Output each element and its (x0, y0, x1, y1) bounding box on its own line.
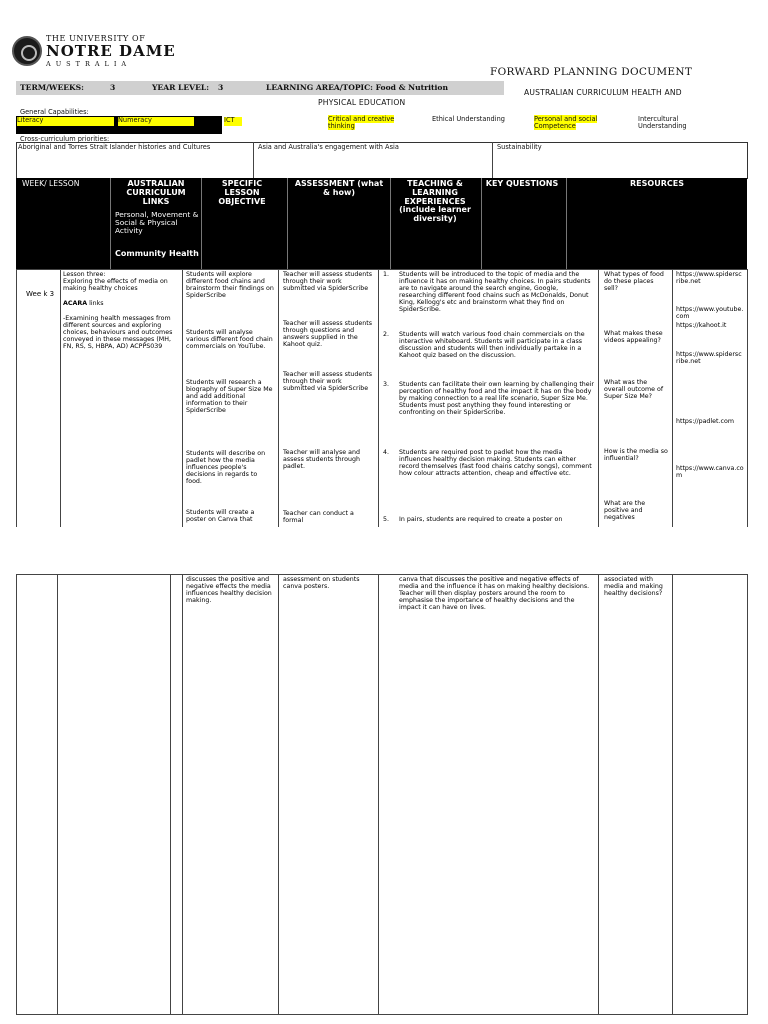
teaching-step-5 (383, 516, 595, 523)
row1-objective-4: Students will describe on padlet how the media influences people's decisions in regards to food. (186, 450, 266, 486)
capability-ict: ICT (224, 117, 242, 126)
row1-v5 (598, 269, 599, 527)
row2-assessment: assessment on students canva posters. (283, 576, 360, 591)
row1-v2 (182, 269, 183, 527)
resource-link-spiderscribe-2[interactable]: https://www.spiderscribe.net (676, 351, 742, 366)
row2-objective: discusses the positive and negative effects the media influences healthy decision making. (186, 576, 272, 605)
row1-acara-heading (63, 300, 175, 307)
teaching-step-4-number: 4. (383, 449, 390, 456)
cc-aboriginal: Aboriginal and Torres Strait Islander histories and Cultures (18, 143, 211, 151)
logo-line-1: THE UNIVERSITY OF (46, 34, 146, 43)
row1-question-1: What types of food do these places sell? (604, 271, 664, 293)
term-value: 3 (110, 83, 116, 92)
teaching-step-3-number: 3. (383, 381, 390, 388)
teaching-step-1-number: 1. (383, 271, 390, 278)
university-seal-logo (12, 36, 42, 66)
row1-teaching-cell (383, 271, 595, 523)
resource-link-kahoot[interactable]: https://kahoot.it (676, 322, 727, 329)
col-ac-sub1: Personal, Movement & Social & Physical Activity (115, 210, 199, 236)
capability-numeracy: Numeracy (118, 117, 194, 126)
row1-question-3: What was the overall outcome of Super Size Me? (604, 379, 664, 401)
capability-personal-social: Personal and social Competence (534, 115, 598, 130)
row1-v6 (672, 269, 673, 527)
row2-top-border (16, 574, 748, 575)
row1-objective-3: Students will research a biography of Super Size Me and add additional information to their SpiderScribe (186, 379, 273, 415)
row1-objectives-cell (186, 271, 274, 523)
teaching-step-4 (383, 449, 595, 516)
row2-v4 (278, 574, 279, 1015)
row1-v0 (16, 269, 17, 527)
year-value: 3 (218, 83, 224, 92)
row1-resources-cell (676, 271, 744, 479)
row1-acara-tail: links (87, 300, 104, 308)
row2-v1 (57, 574, 58, 1015)
curriculum-title-line1: AUSTRALIAN CURRICULUM HEALTH AND (524, 88, 682, 97)
hdr-sep-6 (566, 178, 567, 270)
hdr-sep-3 (287, 178, 288, 270)
general-capabilities-label: General Capabilities: (20, 108, 89, 116)
teaching-step-2-number: 2. (383, 331, 390, 338)
row1-question-5: What are the positive and negatives (604, 500, 646, 522)
col-objective: SPECIFIC LESSON OBJECTIVE (218, 179, 266, 206)
row1-questions-cell (604, 271, 668, 521)
col-key-questions: KEY QUESTIONS (485, 179, 559, 188)
row1-v7 (747, 269, 748, 527)
cc-sustainability: Sustainability (497, 143, 542, 151)
logo-line-3: AUSTRALIA (46, 60, 132, 68)
row1-v4 (378, 269, 379, 527)
row1-assessment-1: Teacher will assess students through their work submitted via SpiderScribe (283, 271, 373, 293)
row2-v5 (378, 574, 379, 1015)
row1-assessment-2: Teacher will assess students through questions and answers supplied in the Kahoot quiz. (283, 320, 373, 349)
cc-divider-2 (492, 142, 493, 179)
capability-ethical: Ethical Understanding (432, 115, 505, 123)
teaching-step-2-text: Students will watch various food chain commercials on the interactive whiteboard. Students will participate in a class discussion and students will then individually partake in a Kahoot quiz based on the discussion. (399, 331, 585, 360)
cc-divider-1 (253, 142, 254, 179)
row1-objective-1: Students will explore different food chains and brainstorm their findings on SpiderScribe (186, 271, 274, 300)
document-title: FORWARD PLANNING DOCUMENT (490, 66, 693, 78)
hdr-sep-1 (110, 178, 111, 270)
resource-link-canva[interactable]: https://www.canva.com (676, 465, 744, 480)
row1-v1 (60, 269, 61, 527)
learning-area-topic: LEARNING AREA/TOPIC: Food & Nutrition (266, 83, 448, 92)
row1-assessment-4: Teacher will analyse and assess students through padlet. (283, 449, 361, 471)
row2-teaching: canva that discusses the positive and negative effects of media and the influence it has on making healthy decisions. Teacher will then display posters around the room to emphasise the importance of healthy decisions and the impact it can have on lives. (399, 576, 590, 612)
capability-literacy: Literacy (17, 117, 114, 126)
row1-lesson-title: Exploring the effects of media on making healthy choices (63, 278, 168, 293)
col-ac-sub2: Community Health (115, 249, 199, 258)
row2-v3 (182, 574, 183, 1015)
col-week-lesson: WEEK/ LESSON (22, 179, 80, 188)
row2-v2 (170, 574, 171, 1015)
teaching-step-1-text: Students will be introduced to the topic of media and the influence it has on making healthy choices. In pairs students are to navigate around the search engine, Google, researching different food chains such as McDonalds, Donut King, Kellogg's etc and brainstorm what they find on SpiderScribe. (399, 271, 591, 314)
row1-acara-text: -Examining health messages from different sources and exploring choices, behaviours and outcomes conveyed in these messages (MH, FN, RS, S, HBPA, AD) ACPPS039 (63, 315, 173, 351)
teaching-step-4-text: Students are required post to padlet how the media influences healthy decision making. Students can either record themselves (fast food chains catchy songs), comment how colour attracts attention, cheap and effective etc. (399, 449, 592, 478)
row2-v8 (747, 574, 748, 1015)
row2-bottom-border (16, 1014, 748, 1015)
col-resources: RESOURCES (630, 179, 684, 188)
row2-questions: associated with media and making healthy decisions? (604, 576, 663, 598)
hdr-sep-2 (201, 178, 202, 270)
cross-curriculum-label: Cross-curriculum priorities: (20, 135, 110, 143)
teaching-step-3 (383, 381, 595, 449)
row1-objective-2: Students will analyse various different food chain commercials on YouTube. (186, 329, 273, 351)
row1-assessment-cell (283, 271, 373, 524)
teaching-step-1 (383, 271, 595, 331)
hdr-sep-5 (481, 178, 482, 270)
row1-v3 (278, 269, 279, 527)
logo-line-2: NOTRE DAME (46, 42, 176, 60)
col-teaching: TEACHING & LEARNING EXPERIENCES (include learner diversity) (399, 179, 471, 224)
teaching-step-2 (383, 331, 595, 381)
cc-asia: Asia and Australia's engagement with Asia (258, 143, 399, 151)
col-ac-links: AUSTRALIAN CURRICULUM LINKS (126, 179, 186, 206)
row2-v7 (672, 574, 673, 1015)
row1-top-border (16, 269, 748, 270)
resource-link-spiderscribe-1[interactable]: https://www.spiderscribe.net (676, 271, 742, 286)
row1-assessment-5: Teacher can conduct a formal (283, 510, 354, 525)
row1-objective-5: Students will create a poster on Canva that (186, 509, 255, 524)
capability-critical-thinking: Critical and creative thinking (328, 115, 395, 130)
row2-v6 (598, 574, 599, 1015)
row1-ac-links-cell (63, 271, 175, 350)
col-assessment: ASSESSMENT (what & how) (294, 179, 384, 197)
term-label: TERM/WEEKS: (20, 83, 84, 92)
row1-acara-label: ACARA (63, 300, 88, 308)
row1-lesson-number: Lesson three: (63, 271, 106, 278)
row1-week: Wee k 3 (26, 290, 55, 298)
row1-question-2: What makes these videos appealing? (604, 330, 663, 345)
year-label: YEAR LEVEL: (152, 83, 210, 92)
curriculum-title-line2: PHYSICAL EDUCATION (318, 98, 406, 107)
resource-link-youtube[interactable]: https://www.youtube.com (676, 306, 744, 321)
teaching-step-3-text: Students can facilitate their own learning by challenging their perception of healthy food and the impact it has on the body by making connection to a real life scenario, Super Size Me. Students must post anything they found interesting or confronting on their SpiderScribe. (399, 381, 595, 417)
teaching-step-5-text: In pairs, students are required to create a poster on (399, 516, 563, 523)
row2-v0 (16, 574, 17, 1015)
resource-link-padlet[interactable]: https://padlet.com (676, 418, 734, 425)
row1-question-4: How is the media so influential? (604, 448, 668, 463)
capability-intercultural: Intercultural Understanding (638, 115, 687, 130)
row1-assessment-3: Teacher will assess students through their work submitted via SpiderScribe (283, 371, 373, 393)
hdr-sep-4 (390, 178, 391, 270)
teaching-step-5-number: 5. (383, 516, 390, 523)
